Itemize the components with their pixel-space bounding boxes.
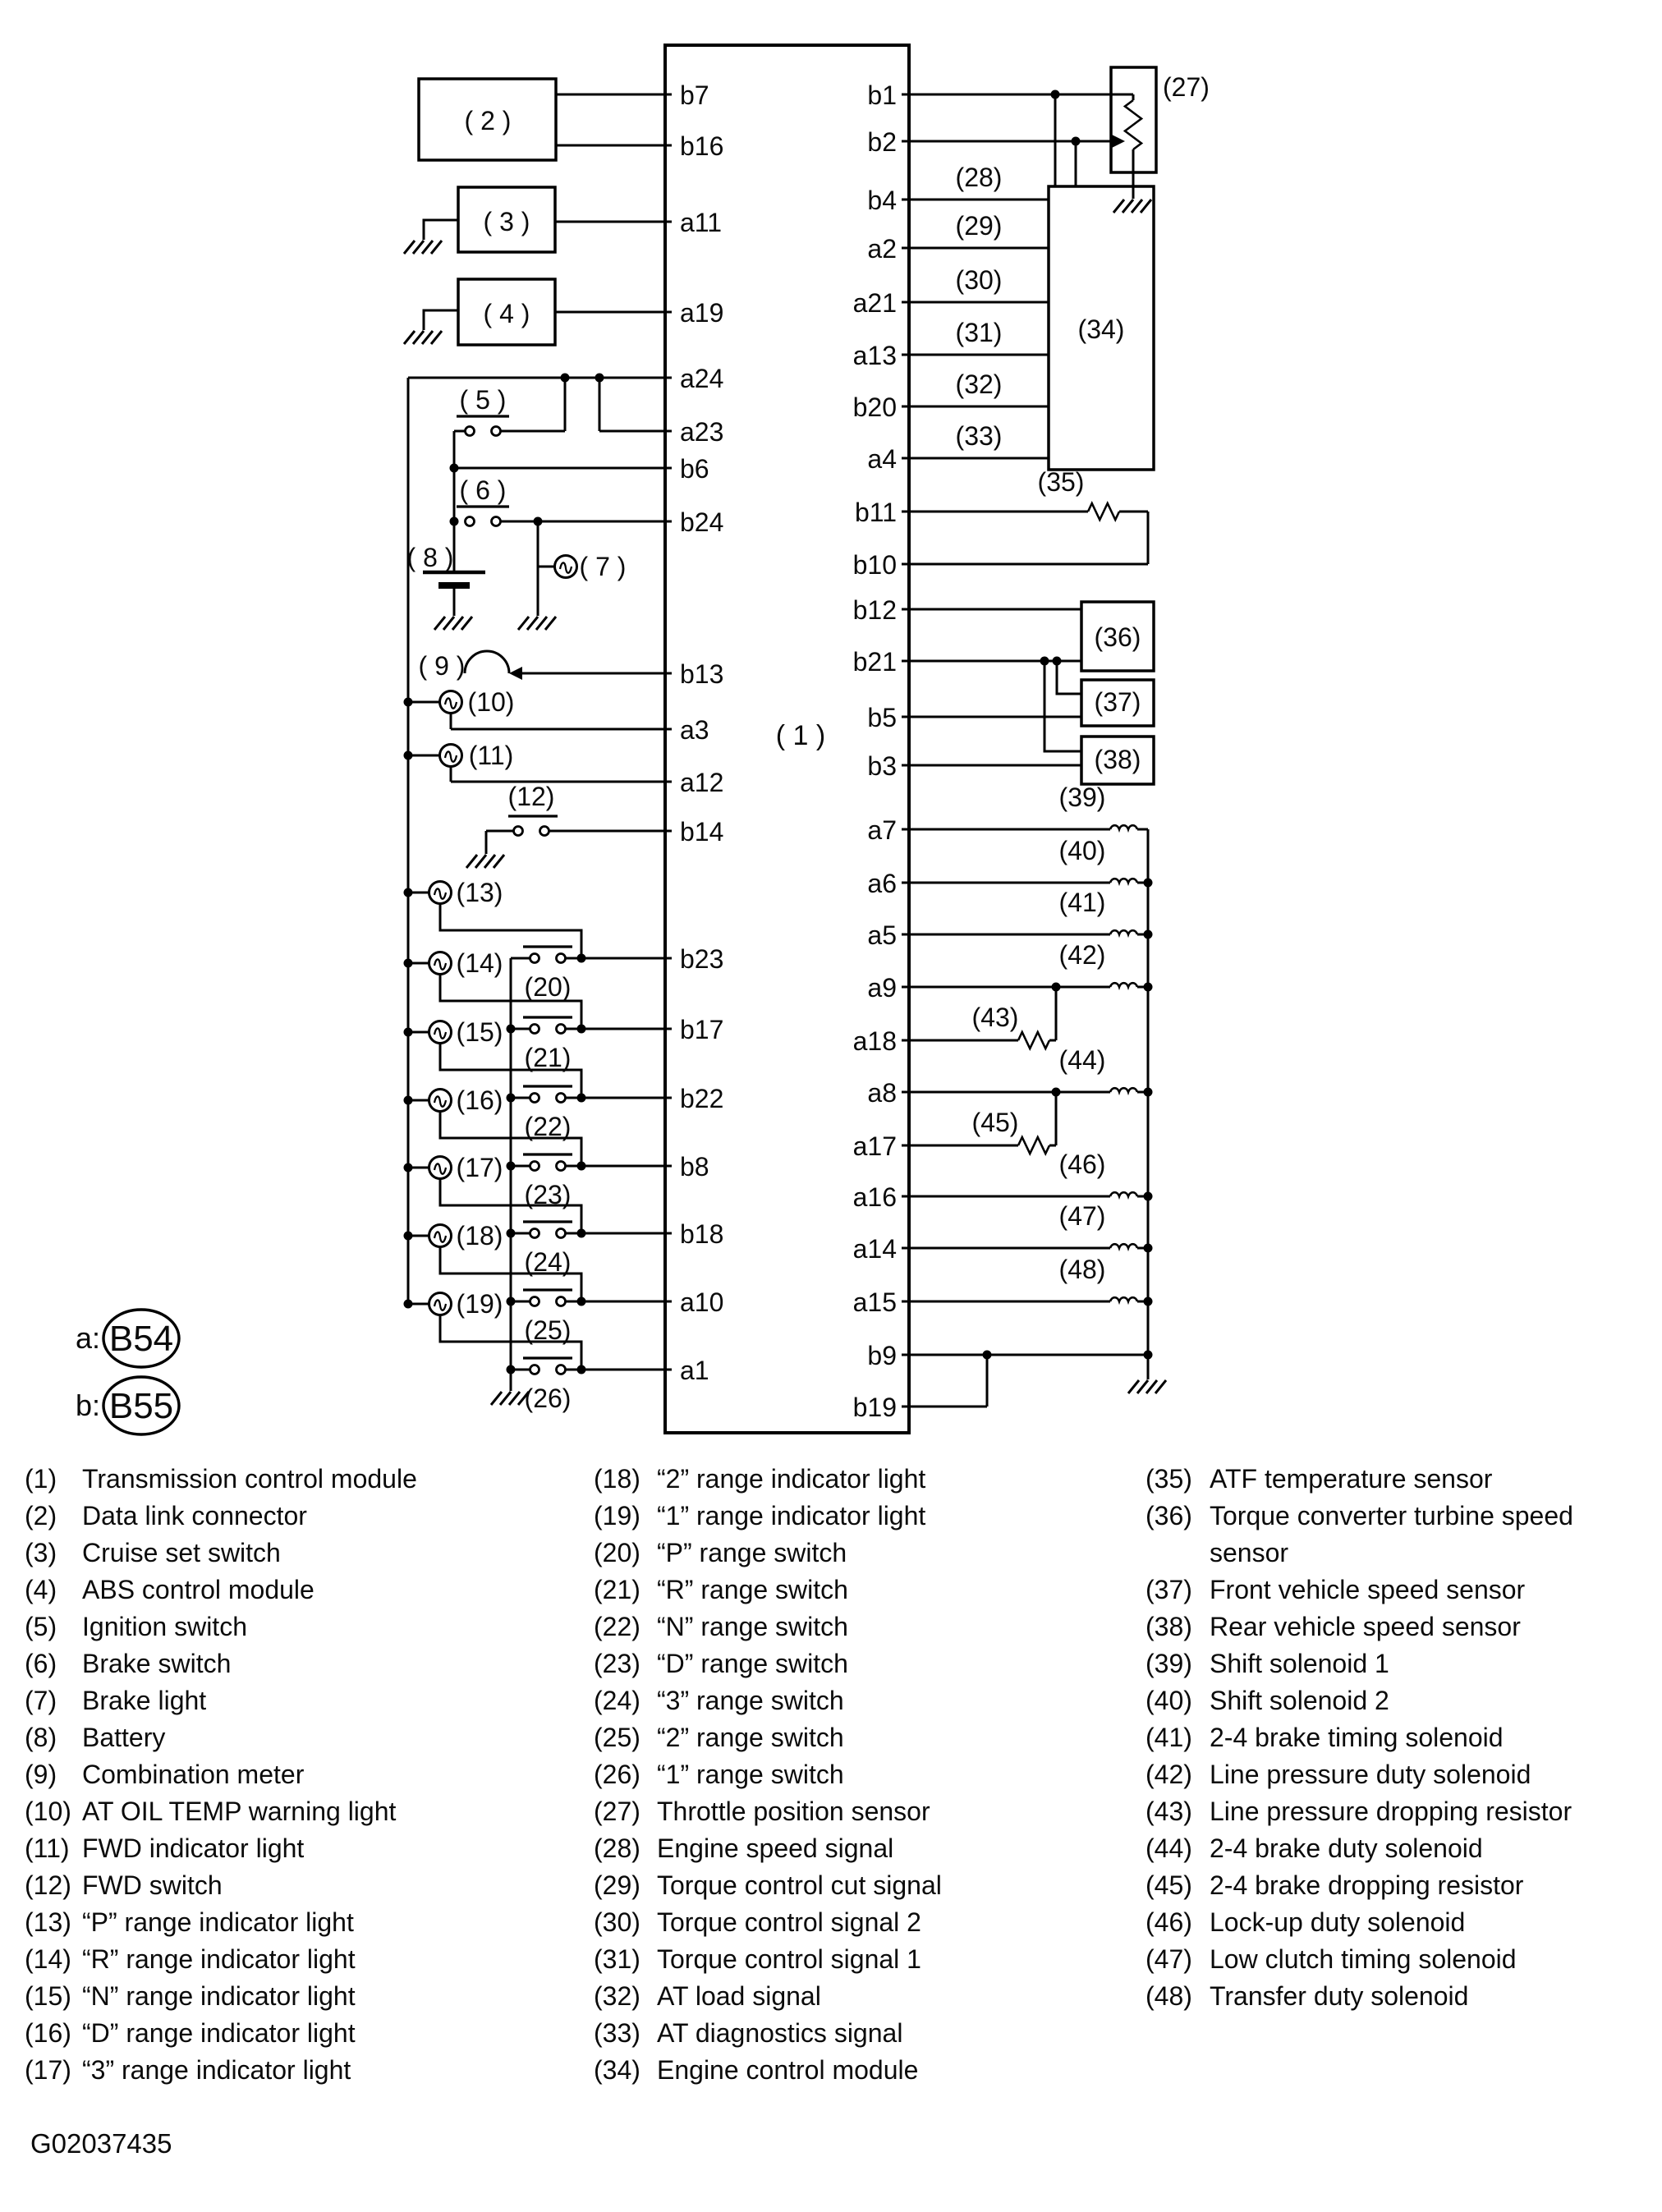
switch-contact-icon xyxy=(557,1162,566,1171)
solenoid-coil-icon xyxy=(1110,825,1137,829)
solenoid-coil-icon xyxy=(1110,1244,1137,1248)
component-label-7: ( 7 ) xyxy=(579,552,627,581)
legend-item-number: (23) xyxy=(594,1649,640,1678)
legend-item-text: ABS control module xyxy=(82,1575,314,1604)
component-label-48: (48) xyxy=(1058,1255,1106,1284)
legend-item-number: (1) xyxy=(25,1464,57,1494)
switch-contact-icon xyxy=(514,827,523,836)
legend-item-text: FWD switch xyxy=(82,1870,223,1900)
pin-label-b5: b5 xyxy=(867,703,897,732)
component-label-2: ( 2 ) xyxy=(464,106,512,135)
resistor-icon xyxy=(1125,100,1141,149)
legend-item-text: Lock-up duty solenoid xyxy=(1210,1907,1466,1937)
pin-label-a18: a18 xyxy=(852,1026,897,1056)
switch-contact-icon xyxy=(530,1025,539,1034)
component-label-39: (39) xyxy=(1058,782,1106,812)
connector-b-id: B55 xyxy=(108,1386,174,1426)
pin-label-b21: b21 xyxy=(852,647,897,677)
legend-item-number: (48) xyxy=(1145,1981,1192,2011)
component-label-33: (33) xyxy=(955,421,1003,451)
wire xyxy=(1057,661,1081,694)
legend-item-text: “3” range switch xyxy=(657,1686,844,1715)
pin-label-b3: b3 xyxy=(867,751,897,781)
component-label-18: (18) xyxy=(456,1221,503,1251)
pin-label-b12: b12 xyxy=(852,595,897,625)
legend-item-number: (40) xyxy=(1145,1686,1192,1715)
pin-label-a5: a5 xyxy=(867,920,897,950)
component-label-29: (29) xyxy=(955,211,1003,241)
legend-item-text: “P” range indicator light xyxy=(82,1907,354,1937)
legend-item-number: (6) xyxy=(25,1649,57,1678)
legend-item-number: (29) xyxy=(594,1870,640,1900)
component-label-10: (10) xyxy=(467,687,515,717)
legend-item-number: (43) xyxy=(1145,1797,1192,1826)
component-label-11: (11) xyxy=(468,741,514,770)
junction-dot xyxy=(450,517,459,526)
legend-item-number: (41) xyxy=(1145,1723,1192,1752)
legend-item-text: Line pressure duty solenoid xyxy=(1210,1760,1531,1789)
legend-item-number: (3) xyxy=(25,1538,57,1567)
legend-item-text: Throttle position sensor xyxy=(657,1797,930,1826)
solenoid-coil-icon xyxy=(1110,879,1137,883)
pin-label-b11: b11 xyxy=(854,498,897,527)
legend-item-number: (4) xyxy=(25,1575,57,1604)
pin-label-b6: b6 xyxy=(680,454,709,484)
legend-item-text: Shift solenoid 1 xyxy=(1210,1649,1389,1678)
legend-item-number: (16) xyxy=(25,2018,71,2048)
legend-item-text: Torque control signal 2 xyxy=(657,1907,921,1937)
legend-item-text: Ignition switch xyxy=(82,1612,247,1641)
legend-item-number: (31) xyxy=(594,1944,640,1974)
legend-item-text: “P” range switch xyxy=(657,1538,847,1567)
arrowhead-icon xyxy=(509,667,522,680)
legend-item-number: (17) xyxy=(25,2055,71,2085)
resistor-icon xyxy=(1088,503,1119,520)
legend-item-number: (9) xyxy=(25,1760,57,1789)
solenoid-coil-icon xyxy=(1110,983,1137,987)
pin-label-b8: b8 xyxy=(680,1152,709,1182)
legend-item-number: (8) xyxy=(25,1723,57,1752)
legend-item-number: (39) xyxy=(1145,1649,1192,1678)
component-label-26: (26) xyxy=(524,1384,572,1413)
legend-item-text: “2” range indicator light xyxy=(657,1464,926,1494)
legend-item-text: ATF temperature sensor xyxy=(1210,1464,1493,1494)
pin-label-a11: a11 xyxy=(680,208,723,237)
component-label-42: (42) xyxy=(1058,940,1106,970)
component-label-19: (19) xyxy=(456,1289,503,1319)
legend-item-number: (15) xyxy=(25,1981,71,2011)
switch-contact-icon xyxy=(530,954,539,963)
component-label-27: (27) xyxy=(1163,72,1210,102)
legend-item-text: “N” range indicator light xyxy=(82,1981,356,2011)
component-label-41: (41) xyxy=(1058,888,1106,917)
switch-contact-icon xyxy=(540,827,549,836)
legend-item-text: Torque control signal 1 xyxy=(657,1944,921,1974)
component-label-22: (22) xyxy=(524,1112,572,1141)
legend-item-number: (36) xyxy=(1145,1501,1192,1531)
switch-contact-icon xyxy=(557,1094,566,1103)
meter-arc-icon xyxy=(465,651,509,673)
wire xyxy=(424,310,458,330)
legend-item-text: “D” range indicator light xyxy=(82,2018,356,2048)
legend-item-text: 2-4 brake timing solenoid xyxy=(1210,1723,1504,1752)
component-label-30: (30) xyxy=(955,265,1003,295)
legend-item-number: (24) xyxy=(594,1686,640,1715)
switch-contact-icon xyxy=(530,1297,539,1306)
pin-label-a10: a10 xyxy=(680,1287,724,1317)
legend-item-number: (28) xyxy=(594,1833,640,1863)
pin-label-a23: a23 xyxy=(680,417,724,447)
legend-item-number: (5) xyxy=(25,1612,57,1641)
switch-contact-icon xyxy=(492,427,501,436)
switch-contact-icon xyxy=(492,517,501,526)
legend-item-number: (11) xyxy=(25,1833,70,1863)
switch-contact-icon xyxy=(530,1229,539,1238)
switch-contact-icon xyxy=(557,954,566,963)
pin-label-a14: a14 xyxy=(852,1234,897,1264)
legend-item-text: Torque converter turbine speed xyxy=(1210,1501,1573,1531)
switch-contact-icon xyxy=(530,1162,539,1171)
legend-item-text: “2” range switch xyxy=(657,1723,844,1752)
junction-dot xyxy=(1052,983,1061,992)
solenoid-coil-icon xyxy=(1110,1192,1137,1196)
component-label-25: (25) xyxy=(524,1315,572,1345)
legend-item-text: Transfer duty solenoid xyxy=(1210,1981,1469,2011)
pin-label-a13: a13 xyxy=(852,341,897,370)
pin-label-b10: b10 xyxy=(852,550,897,580)
legend-item-text: Transmission control module xyxy=(82,1464,417,1494)
legend-item-number: (19) xyxy=(594,1501,640,1531)
pin-label-b18: b18 xyxy=(680,1219,724,1249)
legend-item-text: AT diagnostics signal xyxy=(657,2018,903,2048)
pin-label-a3: a3 xyxy=(680,715,709,745)
pin-label-a16: a16 xyxy=(852,1182,897,1212)
legend-item-number: (35) xyxy=(1145,1464,1192,1494)
pin-label-b13: b13 xyxy=(680,659,724,689)
pin-label-a8: a8 xyxy=(867,1078,897,1108)
component-label-20: (20) xyxy=(524,972,572,1002)
pin-label-a4: a4 xyxy=(867,444,897,474)
legend-item-text: Shift solenoid 2 xyxy=(1210,1686,1389,1715)
legend-item-text: Combination meter xyxy=(82,1760,305,1789)
legend-item-text: AT OIL TEMP warning light xyxy=(82,1797,397,1826)
component-label-40: (40) xyxy=(1058,836,1106,865)
component-label-45: (45) xyxy=(971,1108,1019,1137)
legend-item-text: “3” range indicator light xyxy=(82,2055,351,2085)
component-label-13: (13) xyxy=(456,878,503,907)
legend-item-number: (37) xyxy=(1145,1575,1192,1604)
legend-item-number: (45) xyxy=(1145,1870,1192,1900)
pin-label-b9: b9 xyxy=(867,1341,897,1370)
legend-item-text: Brake switch xyxy=(82,1649,232,1678)
legend-item-text: “R” range indicator light xyxy=(82,1944,356,1974)
legend-item-text: Brake light xyxy=(82,1686,207,1715)
component-label-31: (31) xyxy=(955,318,1003,347)
switch-contact-icon xyxy=(530,1365,539,1374)
component-label-14: (14) xyxy=(456,948,503,978)
switch-contact-icon xyxy=(530,1094,539,1103)
component-label-3: ( 3 ) xyxy=(483,207,530,236)
legend-item-text: Engine speed signal xyxy=(657,1833,894,1863)
legend-item-number: (21) xyxy=(594,1575,640,1604)
legend-item-text: Low clutch timing solenoid xyxy=(1210,1944,1517,1974)
pin-label-a12: a12 xyxy=(680,768,724,797)
legend-item-text: “1” range indicator light xyxy=(657,1501,926,1531)
pin-label-b14: b14 xyxy=(680,817,724,847)
component-label-37: (37) xyxy=(1094,687,1141,717)
legend-item-text: Battery xyxy=(82,1723,166,1752)
legend-item-number: (27) xyxy=(594,1797,640,1826)
switch-contact-icon xyxy=(557,1229,566,1238)
pin-label-a15: a15 xyxy=(852,1287,897,1317)
legend-item-text: Front vehicle speed sensor xyxy=(1210,1575,1526,1604)
component-label-1: ( 1 ) xyxy=(775,720,826,751)
legend-item-number: (18) xyxy=(594,1464,640,1494)
connector-a-id: B54 xyxy=(108,1319,174,1359)
legend-item-text: Line pressure dropping resistor xyxy=(1210,1797,1572,1826)
figure-code: G02037435 xyxy=(30,2128,172,2159)
solenoid-coil-icon xyxy=(1110,1088,1137,1092)
legend-item-text: “1” range switch xyxy=(657,1760,844,1789)
pin-label-b4: b4 xyxy=(867,186,897,215)
legend-item-text: Torque control cut signal xyxy=(657,1870,942,1900)
component-label-43: (43) xyxy=(971,1003,1019,1032)
legend-item-text: “N” range switch xyxy=(657,1612,848,1641)
legend-item-number: (12) xyxy=(25,1870,71,1900)
switch-contact-icon xyxy=(466,517,475,526)
legend-item-number: (10) xyxy=(25,1797,71,1826)
legend-item-number: (32) xyxy=(594,1981,640,2011)
legend-item-text: “D” range switch xyxy=(657,1649,848,1678)
resistor-icon xyxy=(1018,1032,1049,1049)
component-label-32: (32) xyxy=(955,369,1003,399)
component-label-17: (17) xyxy=(456,1153,503,1182)
legend-item-number: (46) xyxy=(1145,1907,1192,1937)
legend-item-text: Cruise set switch xyxy=(82,1538,281,1567)
pin-label-b19: b19 xyxy=(852,1393,897,1422)
connector-b-prefix: b: xyxy=(75,1388,100,1422)
legend-item-number: (2) xyxy=(25,1501,57,1531)
wire xyxy=(424,220,458,240)
pin-label-b16: b16 xyxy=(680,131,724,161)
legend-item-number: (33) xyxy=(594,2018,640,2048)
pin-label-b17: b17 xyxy=(680,1015,724,1044)
component-label-38: (38) xyxy=(1094,745,1141,774)
component-label-46: (46) xyxy=(1058,1150,1106,1179)
pin-label-a6: a6 xyxy=(867,869,897,898)
legend-item-text: AT load signal xyxy=(657,1981,821,2011)
legend-item-number: (22) xyxy=(594,1612,640,1641)
switch-contact-icon xyxy=(557,1365,566,1374)
legend-item-text-wrap: sensor xyxy=(1210,1538,1289,1567)
component-label-5: ( 5 ) xyxy=(459,385,507,415)
pin-label-a21: a21 xyxy=(852,288,897,318)
legend-item-number: (44) xyxy=(1145,1833,1192,1863)
pin-label-b22: b22 xyxy=(680,1084,724,1113)
legend-item-text: FWD indicator light xyxy=(82,1833,305,1863)
component-label-6: ( 6 ) xyxy=(459,475,507,505)
component-label-16: (16) xyxy=(456,1085,503,1115)
component-label-44: (44) xyxy=(1058,1045,1106,1075)
junction-dot xyxy=(1052,1088,1061,1097)
legend-item-number: (14) xyxy=(25,1944,71,1974)
legend-item-number: (38) xyxy=(1145,1612,1192,1641)
component-label-8: ( 8 ) xyxy=(406,543,454,572)
switch-contact-icon xyxy=(557,1025,566,1034)
component-label-34: (34) xyxy=(1077,314,1125,344)
pin-label-a7: a7 xyxy=(867,815,897,845)
legend-item-text: 2-4 brake duty solenoid xyxy=(1210,1833,1483,1863)
pin-label-b2: b2 xyxy=(867,127,897,157)
wire xyxy=(1044,661,1081,751)
solenoid-coil-icon xyxy=(1110,930,1137,934)
pin-label-b7: b7 xyxy=(680,80,709,110)
legend-item-number: (30) xyxy=(594,1907,640,1937)
component-label-21: (21) xyxy=(524,1043,572,1072)
pin-label-a24: a24 xyxy=(680,364,724,393)
legend-item-number: (7) xyxy=(25,1686,57,1715)
legend-item-number: (13) xyxy=(25,1907,71,1937)
legend-item-text: Rear vehicle speed sensor xyxy=(1210,1612,1521,1641)
legend-item-number: (42) xyxy=(1145,1760,1192,1789)
legend-item-text: “R” range switch xyxy=(657,1575,848,1604)
component-label-23: (23) xyxy=(524,1180,572,1209)
component-label-15: (15) xyxy=(456,1017,503,1047)
component-label-12: (12) xyxy=(507,782,555,811)
legend-item-number: (20) xyxy=(594,1538,640,1567)
component-label-4: ( 4 ) xyxy=(483,299,530,328)
pin-label-a2: a2 xyxy=(867,234,897,264)
pin-label-b24: b24 xyxy=(680,507,724,537)
legend-item-number: (47) xyxy=(1145,1944,1192,1974)
arrowhead-icon xyxy=(1112,135,1125,148)
component-label-28: (28) xyxy=(955,163,1003,192)
junction-dot xyxy=(1144,1351,1153,1360)
switch-contact-icon xyxy=(557,1297,566,1306)
component-label-24: (24) xyxy=(524,1247,572,1277)
legend-item-number: (25) xyxy=(594,1723,640,1752)
pin-label-b20: b20 xyxy=(852,392,897,422)
legend-item-number: (34) xyxy=(594,2055,640,2085)
component-label-9: ( 9 ) xyxy=(418,651,466,681)
pin-label-b23: b23 xyxy=(680,944,724,974)
solenoid-coil-icon xyxy=(1110,1297,1137,1301)
pin-label-b1: b1 xyxy=(867,80,897,110)
resistor-icon xyxy=(1018,1137,1049,1154)
component-label-47: (47) xyxy=(1058,1201,1106,1231)
pin-label-a9: a9 xyxy=(867,973,897,1003)
legend-item-text: Engine control module xyxy=(657,2055,919,2085)
component-label-36: (36) xyxy=(1094,622,1141,652)
component-label-35: (35) xyxy=(1037,467,1085,497)
legend-item-number: (26) xyxy=(594,1760,640,1789)
pin-label-a17: a17 xyxy=(852,1131,897,1161)
switch-contact-icon xyxy=(466,427,475,436)
legend-item-text: 2-4 brake dropping resistor xyxy=(1210,1870,1524,1900)
pin-label-a19: a19 xyxy=(680,298,724,328)
legend-item-text: Data link connector xyxy=(82,1501,307,1531)
pin-label-a1: a1 xyxy=(680,1356,709,1385)
connector-a-prefix: a: xyxy=(75,1321,100,1355)
